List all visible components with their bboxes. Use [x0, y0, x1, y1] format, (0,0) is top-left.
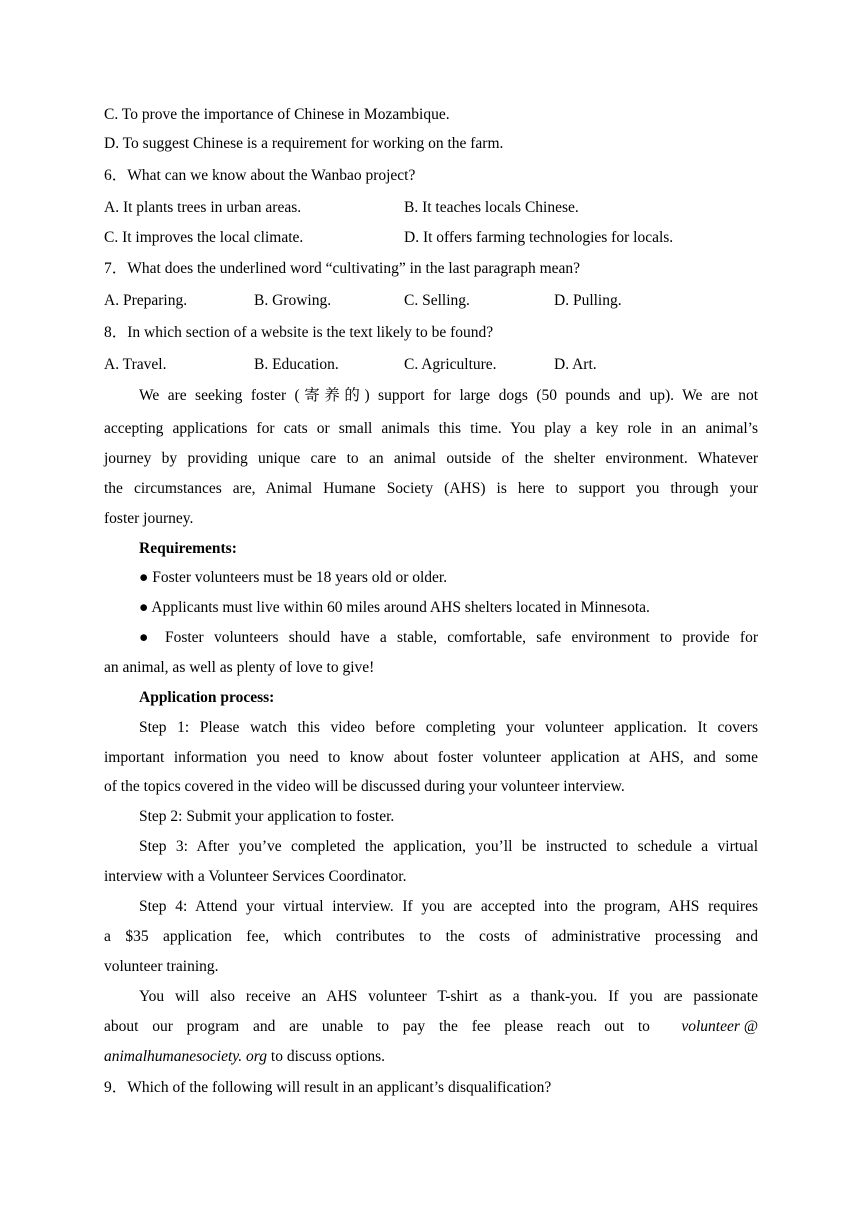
word: and	[252, 1018, 276, 1035]
requirement-item: ● Applicants must live within 60 miles around AHS shelters located in Minnesota.	[139, 599, 650, 616]
requirement-item: ● Foster volunteers should have a stable, comfortable, safe environment to provide for	[139, 629, 758, 646]
closing-line	[104, 1017, 758, 1037]
passage-intro-line: accepting applications for cats or small animals this time. You play a key role in an animal’s	[104, 420, 758, 437]
q8-stem: 8．In which section of a website is the text likely to be found?	[104, 324, 494, 341]
step-4-line: a $35 application fee, which contributes to the costs of administrative processing and	[104, 928, 758, 945]
step-3-line: Step 3: After you’ve completed the application, you’ll be instructed to schedule a virtual	[139, 838, 758, 855]
closing-line-tail: to discuss options.	[267, 1048, 385, 1065]
step-4-line: Step 4: Attend your virtual interview. If you are accepted into the program, AHS requires	[139, 898, 758, 915]
step-1-line: of the topics covered in the video will be discussed during your volunteer interview.	[104, 778, 625, 795]
email-address-part: volunteer @	[681, 1018, 758, 1035]
q7-option-c: C. Selling.	[404, 292, 470, 309]
q9-stem: 9．Which of the following will result in an applicant’s disqualification?	[104, 1079, 552, 1096]
q8-option-d: D. Art.	[554, 356, 597, 373]
passage-intro-line: journey by providing unique care to an animal outside of the shelter environment. Whatever	[104, 450, 758, 467]
step-1-line: important information you need to know about foster volunteer application at AHS, and some	[104, 749, 758, 766]
requirements-heading	[139, 539, 237, 559]
closing-line: You will also receive an AHS volunteer T-shirt as a thank-you. If you are passionate	[139, 988, 758, 1005]
q6-option-a: A. It plants trees in urban areas.	[104, 199, 302, 216]
passage-intro-line: the circumstances are, Animal Humane Society (AHS) is here to support you through your	[104, 480, 758, 497]
step-3-line: interview with a Volunteer Services Coordinator.	[104, 868, 407, 885]
passage-intro-line: We are seeking foster (寄养的) support for large dogs (50 pounds and up). We are not	[139, 387, 758, 404]
email-address-part: animalhumanesociety. org	[104, 1048, 268, 1065]
passage-intro-line: foster journey.	[104, 510, 194, 527]
step-1-line: Step 1: Please watch this video before completing your volunteer application. It covers	[139, 719, 758, 736]
q6-option-c: C. It improves the local climate.	[104, 229, 304, 246]
closing-line	[104, 1047, 385, 1067]
q8-option-b: B. Education.	[254, 356, 339, 373]
step-4-line: volunteer training.	[104, 958, 219, 975]
requirements-heading-text: Requirements:	[139, 540, 237, 557]
word: to	[637, 1018, 650, 1035]
q8-option-a: A. Travel.	[104, 356, 167, 373]
word: fee	[471, 1018, 491, 1035]
word: unable	[321, 1018, 364, 1035]
closing-line-text	[104, 1017, 650, 1037]
q7-option-d: D. Pulling.	[554, 292, 622, 309]
word: out	[604, 1018, 625, 1035]
word: program	[186, 1018, 240, 1035]
word: pay	[402, 1018, 426, 1035]
word: about	[104, 1018, 139, 1035]
word: our	[152, 1018, 173, 1035]
word: are	[289, 1018, 309, 1035]
requirement-item-cont: an animal, as well as plenty of love to give!	[104, 659, 375, 676]
requirement-item: ● Foster volunteers must be 18 years old or older.	[139, 569, 448, 586]
q6-option-d: D. It offers farming technologies for locals.	[404, 229, 674, 246]
process-heading	[139, 688, 274, 708]
q5-option-c: C. To prove the importance of Chinese in Mozambique.	[104, 106, 450, 123]
word: to	[376, 1018, 390, 1035]
process-heading-text: Application process:	[139, 689, 275, 706]
word: the	[438, 1018, 458, 1035]
q6-stem: 6．What can we know about the Wanbao project?	[104, 167, 416, 184]
q7-stem: 7．What does the underlined word “cultivating” in the last paragraph mean?	[104, 260, 581, 277]
q8-option-c: C. Agriculture.	[404, 356, 497, 373]
word: please	[504, 1018, 544, 1035]
q6-option-b: B. It teaches locals Chinese.	[404, 199, 579, 216]
q5-option-d: D. To suggest Chinese is a requirement for working on the farm.	[104, 135, 504, 152]
q7-option-b: B. Growing.	[254, 292, 332, 309]
q7-option-a: A. Preparing.	[104, 292, 188, 309]
step-2: Step 2: Submit your application to foster.	[139, 808, 395, 825]
word: reach	[556, 1018, 591, 1035]
